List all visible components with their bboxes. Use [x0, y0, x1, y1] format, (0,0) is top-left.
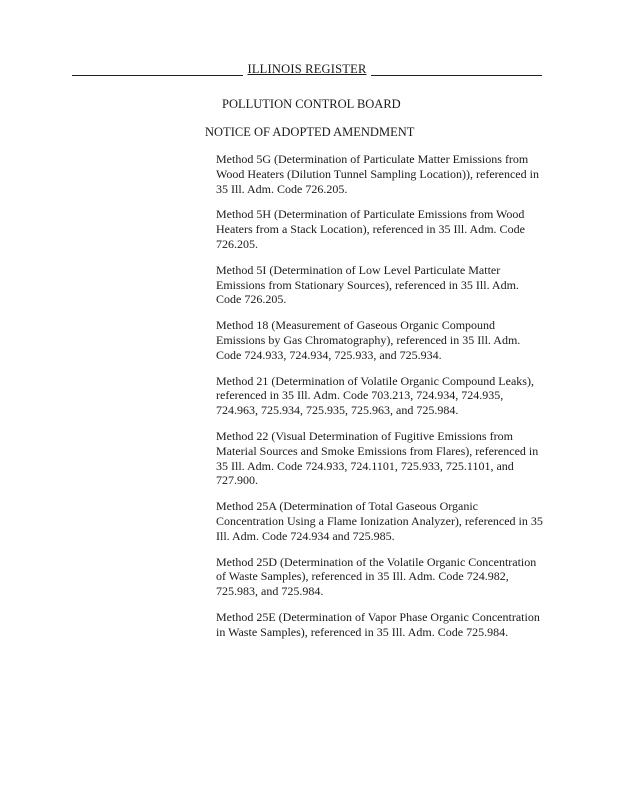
- method-list: [216, 152, 546, 651]
- board-heading: POLLUTION CONTROL BOARD: [222, 97, 401, 111]
- register-title-text: ILLINOIS REGISTER: [243, 62, 370, 76]
- method-5h: Method 5H (Determination of Particulate Emissions from Wood Heaters from a Stack Location), referenced in 35 Ill. Adm. Code 726.205.: [216, 207, 525, 251]
- method-18: Method 18 (Measurement of Gaseous Organic Compound Emissions by Gas Chromatography), referenced in 35 Ill. Adm. Code 724.933, 724.934, 725.933, and 725.934.: [216, 318, 521, 362]
- method-21: Method 21 (Determination of Volatile Organic Compound Leaks), referenced in 35 Ill. Adm. Code 703.213, 724.934, 724.935, 724.963, 725.934, 725.935, 725.963, and 725.984.: [216, 373, 534, 418]
- register-title: [72, 62, 542, 77]
- method-5g: Method 5G (Determination of Particulate Matter Emissions from Wood Heaters (Dilution Tunnel Sampling Location)), referenced in 35 Ill. Adm. Code 726.205.: [216, 152, 539, 196]
- method-25a: Method 25A (Determination of Total Gaseous Organic Concentration Using a Flame Ionization Analyzer), referenced in 35 Ill. Adm. Code 724.934 and 725.985.: [216, 499, 543, 543]
- method-22: Method 22 (Visual Determination of Fugitive Emissions from Material Sources and Smoke Emissions from Flares), referenced in 35 Ill. Adm. Code 724.933, 724.1101, 725.933, 725.1101, and 727.900.: [216, 428, 539, 488]
- method-5i: Method 5I (Determination of Low Level Particulate Matter Emissions from Stationary Sources), referenced in 35 Ill. Adm. Code 726.205.: [216, 262, 519, 307]
- notice-heading: NOTICE OF ADOPTED AMENDMENT: [205, 125, 415, 139]
- method-25d: Method 25D (Determination of the Volatile Organic Concentration of Waste Samples), referenced in 35 Ill. Adm. Code 724.982, 725.983, and 725.984.: [216, 554, 537, 599]
- method-25e: Method 25E (Determination of Vapor Phase Organic Concentration in Waste Samples), referenced in 35 Ill. Adm. Code 725.984.: [216, 609, 540, 639]
